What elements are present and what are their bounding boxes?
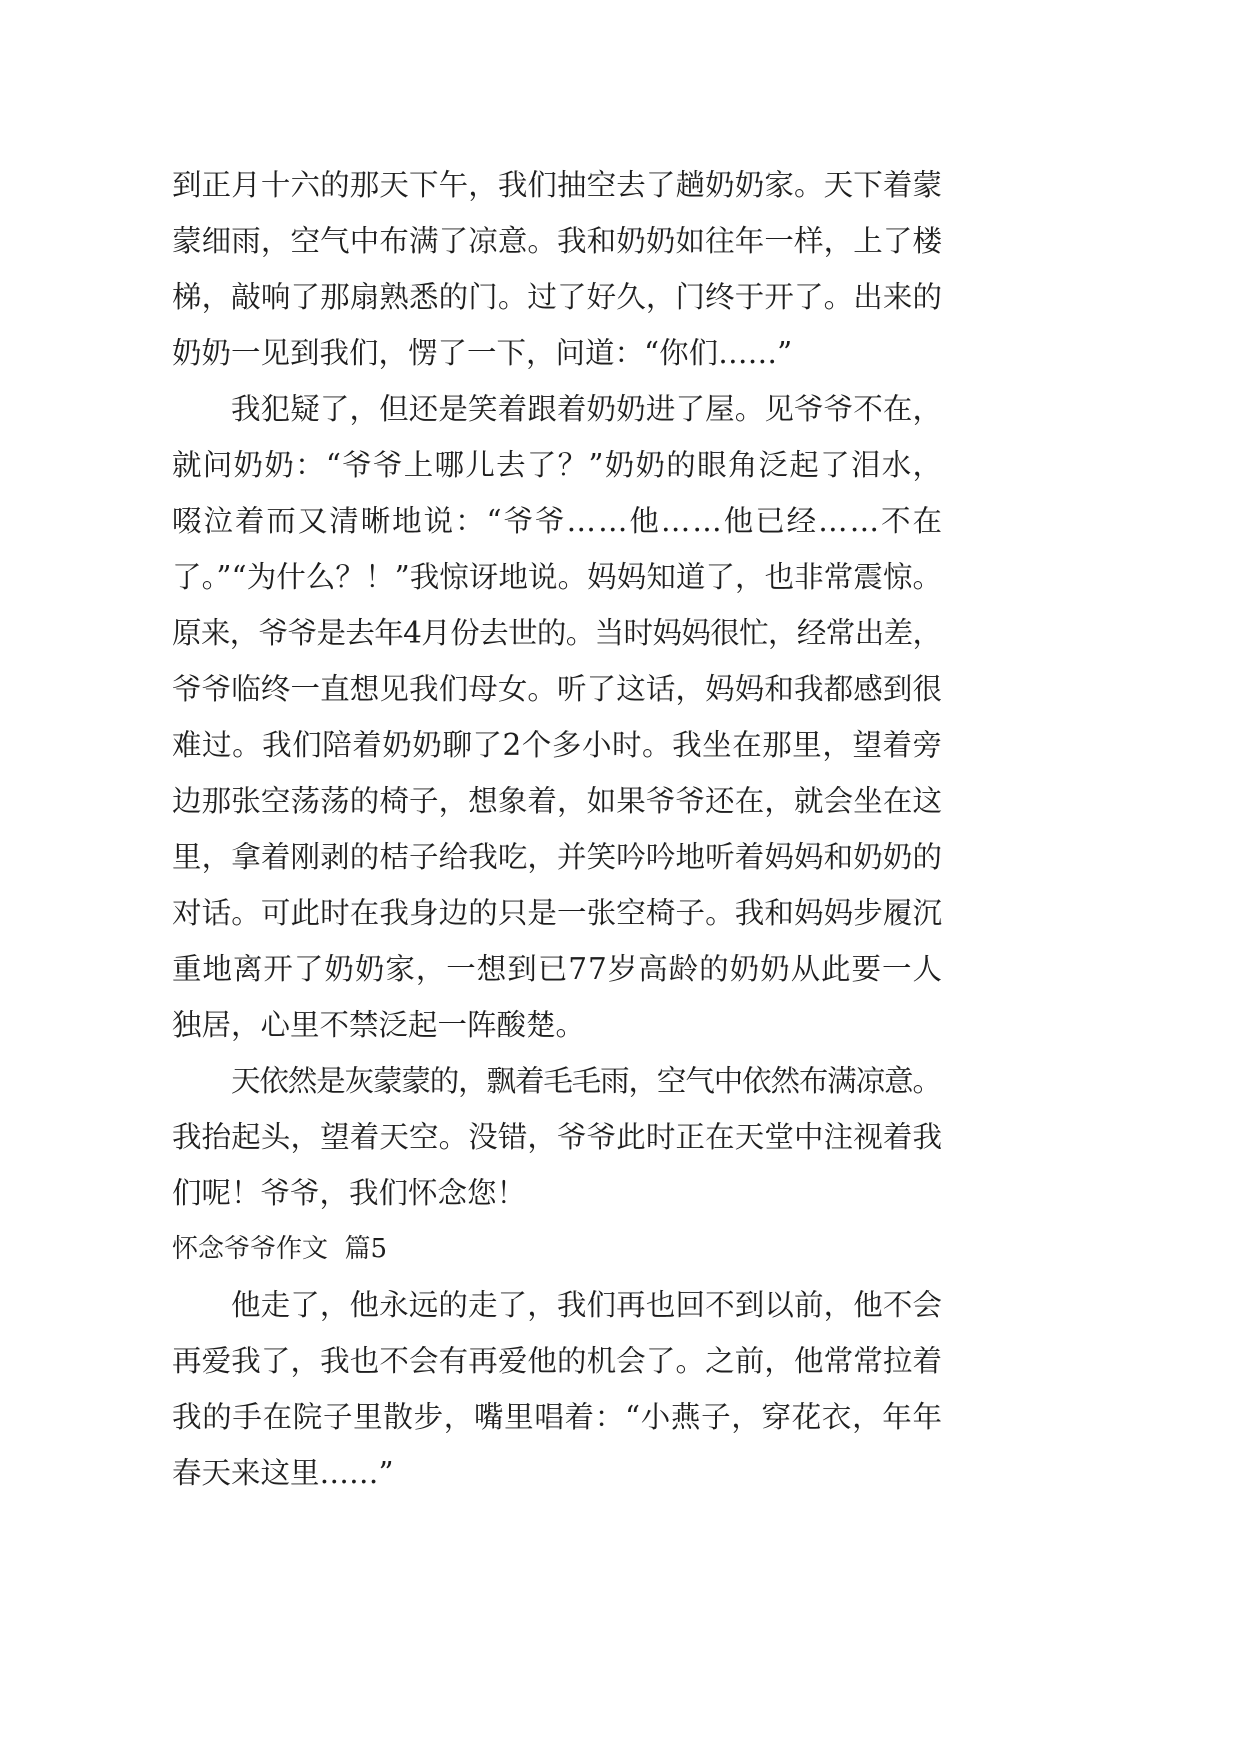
text-line: 里，拿着刚剥的桔子给我吃，并笑吟吟地听着妈妈和奶奶的	[172, 840, 943, 874]
text-line: 对话。可此时在我身边的只是一张空椅子。我和妈妈步履沉	[172, 896, 943, 930]
text-line: 奶奶一见到我们，愣了一下，问道：“你们……”	[172, 336, 793, 370]
text-line: 他走了，他永远的走了，我们再也回不到以前，他不会	[231, 1288, 943, 1322]
text-line: 春天来这里……”	[172, 1456, 394, 1490]
text-line: 就问奶奶：“爷爷上哪儿去了？”奶奶的眼角泛起了泪水，	[172, 448, 944, 482]
text-line: 我犯疑了，但还是笑着跟着奶奶进了屋。见爷爷不在，	[231, 392, 943, 426]
text-line: 再爱我了，我也不会有再爱他的机会了。之前，他常常拉着	[172, 1344, 943, 1378]
paragraph	[172, 381, 942, 1053]
text-line: 独居，心里不禁泛起一阵酸楚。	[172, 1008, 586, 1042]
section-heading: 怀念爷爷作文 篇5	[172, 1234, 388, 1264]
text-line: 边那张空荡荡的椅子，想象着，如果爷爷还在，就会坐在这	[172, 784, 943, 818]
text-line: 了。”“为什么？！”我惊讶地说。妈妈知道了，也非常震惊。	[172, 560, 943, 594]
text-line: 我抬起头，望着天空。没错，爷爷此时正在天堂中注视着我	[172, 1120, 943, 1154]
text-line: 爷爷临终一直想见我们母女。听了这话，妈妈和我都感到很	[172, 672, 943, 706]
paragraph	[172, 157, 942, 381]
text-line: 梯，敲响了那扇熟悉的门。过了好久，门终于开了。出来的	[172, 280, 943, 314]
text-line: 天依然是灰蒙蒙的，飘着毛毛雨，空气中依然布满凉意。	[231, 1064, 941, 1098]
text-line: 们呢！爷爷，我们怀念您！	[172, 1176, 527, 1210]
text-line: 难过。我们陪着奶奶聊了2个多小时。我坐在那里，望着旁	[172, 728, 943, 762]
document-body	[172, 157, 942, 1501]
text-line: 我的手在院子里散步，嘴里唱着：“小燕子，穿花衣，年年	[172, 1400, 943, 1434]
paragraph	[172, 1053, 942, 1221]
paragraph	[172, 1277, 942, 1501]
text-line: 啜泣着而又清晰地说：“爷爷……他……他已经……不在	[172, 504, 944, 538]
text-line: 到正月十六的那天下午，我们抽空去了趟奶奶家。天下着蒙	[172, 168, 943, 202]
text-line: 蒙细雨，空气中布满了凉意。我和奶奶如往年一样，上了楼	[172, 224, 943, 258]
text-line: 重地离开了奶奶家，一想到已77岁高龄的奶奶从此要一人	[172, 952, 943, 986]
text-line: 原来，爷爷是去年4月份去世的。当时妈妈很忙，经常出差，	[172, 616, 942, 650]
